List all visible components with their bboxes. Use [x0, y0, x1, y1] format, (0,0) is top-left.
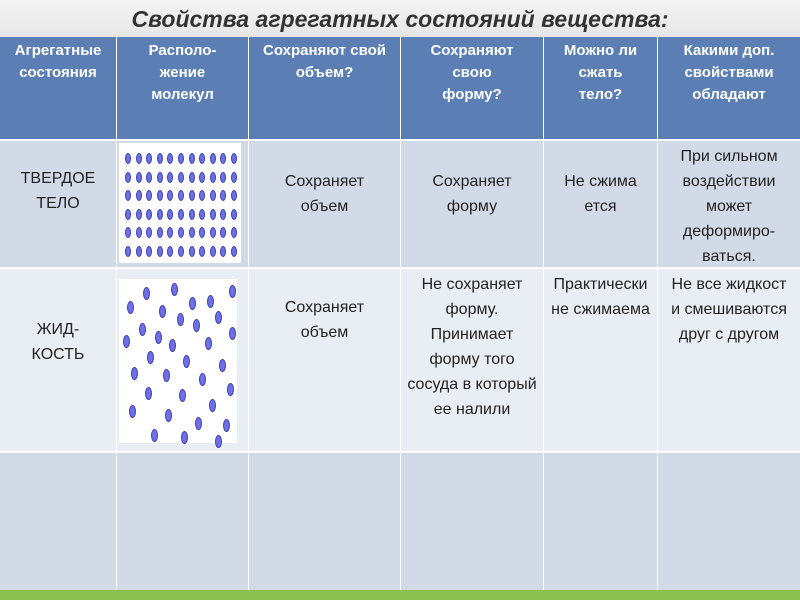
properties-table — [0, 37, 800, 590]
liquid-molecule — [123, 335, 130, 348]
solid-molecule — [146, 153, 152, 164]
solid-molecule — [157, 209, 163, 220]
liquid-molecule — [179, 389, 186, 402]
solid-molecule — [157, 190, 163, 201]
header-volume: Сохраняют свой объем? — [249, 37, 400, 139]
solid-molecule — [125, 172, 131, 183]
liquid-molecule — [219, 359, 226, 372]
liquid-molecule — [177, 313, 184, 326]
row-empty-col1 — [0, 453, 116, 590]
row-liquid-volume: Сохраняет объем — [249, 269, 400, 451]
row-liquid-extra: Не все жидкости смешиваются друг с другом — [658, 269, 800, 451]
solid-molecule — [167, 246, 173, 257]
row-solid-arrangement — [117, 141, 248, 267]
row-liquid-shape: Не сохраняет форму. Принимает форму того сосуда в который ее налили — [401, 269, 543, 451]
header-states: Агрегатные состояния — [0, 37, 116, 139]
liquid-molecule — [183, 355, 190, 368]
solid-molecule — [167, 209, 173, 220]
liquid-molecule — [165, 409, 172, 422]
solid-molecule — [136, 153, 142, 164]
solid-molecule — [146, 209, 152, 220]
liquid-molecule — [205, 337, 212, 350]
solid-molecule — [146, 227, 152, 238]
solid-molecule — [199, 172, 205, 183]
solid-molecule — [125, 209, 131, 220]
liquid-molecule — [193, 319, 200, 332]
solid-molecule — [189, 227, 195, 238]
row-empty-col5 — [544, 453, 657, 590]
liquid-molecule — [169, 339, 176, 352]
liquid-molecule — [131, 367, 138, 380]
header-compress: Можно ли сжать тело? — [544, 37, 657, 139]
header-extra: Какими доп. свойствами обладают — [658, 37, 800, 139]
liquid-molecule — [143, 287, 150, 300]
solid-molecule — [220, 172, 226, 183]
solid-molecule — [189, 246, 195, 257]
row-empty-col2 — [117, 453, 248, 590]
liquid-molecule — [181, 431, 188, 444]
solid-molecule — [146, 172, 152, 183]
solid-molecule — [146, 246, 152, 257]
solid-molecule — [210, 172, 216, 183]
liquid-molecule — [145, 387, 152, 400]
solid-molecule — [136, 190, 142, 201]
bottom-band — [0, 590, 800, 600]
solid-molecule — [167, 153, 173, 164]
header-arrangement: Располо-жение молекул — [117, 37, 248, 139]
liquid-molecule — [155, 331, 162, 344]
solid-molecule — [125, 190, 131, 201]
solid-molecule — [125, 227, 131, 238]
solid-molecule — [231, 172, 237, 183]
row-liquid-arrangement — [117, 269, 248, 451]
row-liquid-compress: Практически не сжимаема — [544, 269, 657, 451]
solid-molecule — [167, 227, 173, 238]
liquid-molecule — [129, 405, 136, 418]
row-empty-col3 — [249, 453, 400, 590]
solid-molecule — [199, 227, 205, 238]
liquid-molecule — [163, 369, 170, 382]
solid-molecule — [136, 227, 142, 238]
row-solid-volume: Сохраняет объем — [249, 141, 400, 267]
solid-molecule — [178, 246, 184, 257]
liquid-molecule — [147, 351, 154, 364]
solid-molecule — [136, 209, 142, 220]
row-empty-col4 — [401, 453, 543, 590]
liquid-molecule — [215, 435, 222, 448]
solid-molecule — [157, 246, 163, 257]
liquid-molecule — [199, 373, 206, 386]
liquid-molecule — [207, 295, 214, 308]
solid-molecule — [146, 190, 152, 201]
solid-molecule — [199, 153, 205, 164]
solid-molecule — [220, 209, 226, 220]
solid-molecule — [136, 246, 142, 257]
solid-molecule — [210, 209, 216, 220]
liquid-molecule — [139, 323, 146, 336]
header-shape: Сохраняют свою форму? — [401, 37, 543, 139]
solid-molecule — [189, 172, 195, 183]
solid-molecule — [178, 172, 184, 183]
row-solid-compress: Не сжимается — [544, 141, 657, 267]
solid-molecules-image — [119, 143, 241, 263]
liquid-molecule — [209, 399, 216, 412]
liquid-molecule — [227, 383, 234, 396]
row-solid-extra: При сильном воздействии может деформиро-ваться. — [658, 141, 800, 267]
solid-molecule — [210, 246, 216, 257]
liquid-molecule — [215, 311, 222, 324]
solid-molecule — [220, 153, 226, 164]
solid-molecule — [125, 153, 131, 164]
solid-molecule — [178, 190, 184, 201]
solid-molecule — [189, 190, 195, 201]
liquid-molecule — [189, 297, 196, 310]
solid-molecule — [231, 246, 237, 257]
liquid-molecule — [127, 301, 134, 314]
solid-molecule — [136, 172, 142, 183]
solid-molecule — [199, 209, 205, 220]
solid-molecule — [157, 153, 163, 164]
row-solid-shape: Сохраняет форму — [401, 141, 543, 267]
solid-molecule — [167, 172, 173, 183]
liquid-molecule — [195, 417, 202, 430]
solid-molecule — [167, 190, 173, 201]
solid-molecule — [231, 209, 237, 220]
solid-molecule — [210, 190, 216, 201]
liquid-molecules-image — [119, 279, 237, 443]
solid-molecule — [231, 153, 237, 164]
solid-molecule — [231, 227, 237, 238]
page-title: Свойства агрегатных состояний вещества: — [131, 6, 669, 32]
liquid-molecule — [229, 327, 236, 340]
solid-molecule — [220, 246, 226, 257]
liquid-molecule — [151, 429, 158, 442]
solid-molecule — [220, 227, 226, 238]
solid-molecule — [178, 227, 184, 238]
liquid-molecule — [171, 283, 178, 296]
row-solid-state: ТВЕРДОЕ ТЕЛО — [0, 141, 116, 267]
solid-molecule — [210, 153, 216, 164]
solid-molecule — [157, 227, 163, 238]
solid-molecule — [231, 190, 237, 201]
solid-molecule — [220, 190, 226, 201]
solid-molecule — [199, 246, 205, 257]
solid-molecule — [178, 209, 184, 220]
liquid-molecule — [159, 305, 166, 318]
liquid-molecule — [229, 285, 236, 298]
row-empty-col6 — [658, 453, 800, 590]
solid-molecule — [189, 209, 195, 220]
solid-molecule — [157, 172, 163, 183]
solid-molecule — [199, 190, 205, 201]
solid-molecule — [210, 227, 216, 238]
solid-molecule — [178, 153, 184, 164]
liquid-molecule — [223, 419, 230, 432]
solid-molecule — [189, 153, 195, 164]
solid-molecule — [125, 246, 131, 257]
row-liquid-state: ЖИД-КОСТЬ — [0, 269, 116, 451]
